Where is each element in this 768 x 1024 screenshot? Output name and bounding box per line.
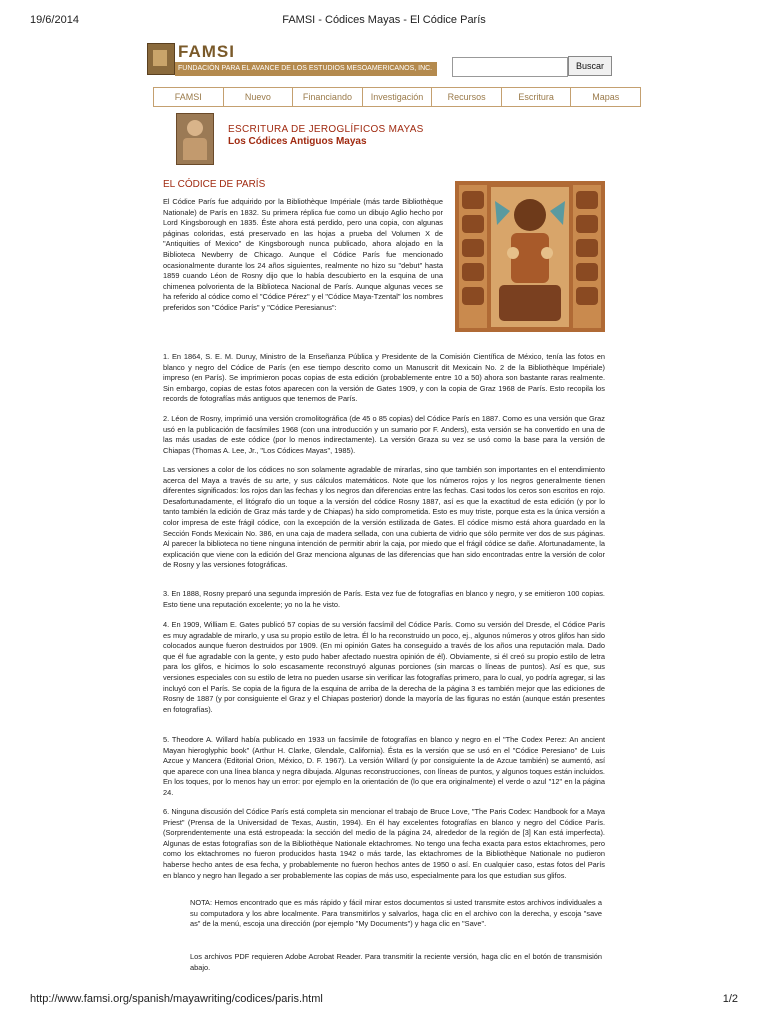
main-nav [153,87,641,107]
search-button[interactable]: Buscar [568,56,612,76]
print-page-title: FAMSI - Códices Mayas - El Códice París [282,14,486,26]
paragraph-4: 4. En 1909, William E. Gates publicó 57 copias de su versión facsímil del Códice París. Como su versión del Dresde, el Códice París es muy agradable de mirarlo, y usa su propio estilo de letra. Él lo ha reconstruido un poco, ej., algunos números y otros glifos han sido colocados aunque fueron destruidos por 1909. (En mi opinión Gates ha conseguido a través de los años una reputación mala. Dado que él fue agradable con la gente, y esto pudo haber afectado nuestra opinión de él). Obviamente, si él creó su propio estilo de letra para los glifos, e hicimos lo solo escasamente reconstruyó algunas porciones (sin marcas o líneas de puntos). Así es que, sus versiones especiales con su estilo de letra no pueden usarse sin verificar las fotografías primero, para lo cual, yo podría agregar, si las incluyó con el París. Se copia de la figura de la esquina de arriba de la derecha de la página 3 es también mejor que las ediciones de Rosny de 1887 (y por consiguiente el Graz y el Chiapas posterior) donde la mayoría de las figuras no están (aunque están presentes en fotografías). [163,620,605,714]
print-url: http://www.famsi.org/spanish/mayawriting/codices/paris.html [30,993,323,1005]
nav-item-escritura[interactable]: Escritura [502,88,572,106]
maya-figure-image [176,113,214,165]
section-subtitle[interactable]: Los Códices Antiguos Mayas [228,136,367,147]
paragraph-6: 6. Ninguna discusión del Códice París está completa sin mencionar el trabajo de Bruce Love, "The Paris Codex: Handbook for a Maya Priest" (Prensa de la Universidad de Texas, Austin, 1994). En él hay excelentes fotografías en blanco y negro del Códice París. (Sorprendentemente una está estropeada: la sección del medio de la página 24, alrededor de la región de [3] Kan está imperfecta). Algunas de estas fotografías son de la Bibliothèque Nationale ektachromes. No tengo una fecha exacta para estos ektachromes, pero como los ektachromes no fueron producidos hasta 1942 o más tarde, las ektachromes de la Bibliothèque Nationale no pudieron haberse hecho antes de esa fecha, y probablemente no fueron hechos antes de 1950 o así. En cualquier caso, estas fotos del París en blanco y negro han llegado a ser probablemente las copias de más uso, especialmente para los que estudian sus glifos. [163,807,605,880]
paragraph-2: 2. Léon de Rosny, imprimió una versión cromolitográfica (de 45 o 85 copias) del Códice París en 1887. Como es una versión que Graz usó en la publicación de facsímiles 1968 (con una introducción y un sumario por F. Anders), esta versión se ha convertido en una de las más usadas de este códice (por lo menos indirectamente). La versión Graza su vez se usó como la base para la versión de Chiapas (Thomas A. Lee, Jr., "Los Códices Mayas", 1985). [163,414,605,455]
nav-item-famsi[interactable]: FAMSI [154,88,224,106]
print-date: 19/6/2014 [30,14,79,26]
paragraph-5: 5. Theodore A. Willard había publicado en 1933 un facsímile de fotografías en blanco y negro en el "The Codex Perez: An ancient Mayan hieroglyphic book" (Arthur H. Clarke, Glendale, California). Ésta es la versión que se usó en el "Códice Peresiano" de Luis Azcue y Mancera (Editorial Orion, México, D. F. 1967). La versión Willard (y por consiguiente la de Azcue también) se aumentó, así que aparece con una línea blanca y negra dibujada. Algunas reconstrucciones, con líneas de puntos, y algunos toques están incluidos. En los toques, por lo menos hay un error: por ejemplo en la orientación de (lo que era originalmente) el verde o azul "12" en la página 24. [163,735,605,797]
pdf-note: Los archivos PDF requieren Adobe Acrobat Reader. Para transmitir la reciente versión, haga clic en el botón de transmisión abajo. [190,952,602,972]
section-title: ESCRITURA DE JEROGLÍFICOS MAYAS [228,124,424,135]
paris-codex-image [455,181,605,332]
nav-item-financiando[interactable]: Financiando [293,88,363,106]
article-intro: El Códice París fue adquirido por la Bibliothèque Impériale (más tarde Bibliothèque Nationale) de París en 1832. Su primera réplica fue como un dibujo Aglio hecho por Lord Kingsborough en 1835. Éste ahora está perdido, pero una copia, con algunas páginas coloridas, está preservado en las hojas a prueba del Volumen X de "Antiquities of Mexico" de Kingsborough nunca publicado, ahora alojado en la Biblioteca Newberry de Chicago. Aunque el Códice París fue mencionado ocasionalmente durante los 24 años siguientes, realmente no hizo su "debut" hasta 1859 cuando Léon de Rosny dijo que lo había descubierto en la esquina de una chimenea polvorienta de la Biblioteca Nacional de París. Aunque algunas veces se ha referido al códice como el "Códice Pérez" y el "Códice Maya-Tzental" los nombres preferidos son "Códice París" y "Códice Peresianus": [163,197,443,312]
article-heading: EL CÓDICE DE PARÍS [163,179,266,190]
nav-item-recursos[interactable]: Recursos [432,88,502,106]
nav-item-investigacion[interactable]: Investigación [363,88,433,106]
famsi-logo-word: FAMSI [178,42,235,61]
banner-tagline: FUNDACIÓN PARA EL AVANCE DE LOS ESTUDIOS MESOAMERICANOS, INC. [178,65,433,72]
famsi-banner[interactable] [145,40,435,84]
print-page-number: 1/2 [722,993,738,1005]
download-note: NOTA: Hemos encontrado que es más rápido y fácil mirar estos documentos si usted transmite estos archivos individuales a su computadora y los abre localmente. Para transmitirlos y salvarlos, haga clic en el archivo con la derecha, y escoja "save as" de la menú, escoja una dirección (por ejemplo "My Documents") y haga clic en "Save". [190,898,602,929]
nav-item-mapas[interactable]: Mapas [592,92,620,102]
print-footer [30,993,738,1007]
search-input[interactable] [452,57,568,77]
paragraph-1: 1. En 1864, S. E. M. Duruy, Ministro de la Enseñanza Pública y Presidente de la Comisión Científica de México, tenía las fotos en blanco y negro del Códice de París (en ese tiempo descrito como un Manuscrit dit Mexicain No. 2 de la Bibliothèque Impériale) impreso (en París). Se imprimieron pocas copias de esta edición (probablemente entre 10 a 50) ahora son bastante raras realmente. Sin embargo, copias de estas fotos aparecen con la versión de Gates 1909, y con la copia de Graz 1968 de París. Esto recopila los records de fotografías más antiguos que tenemos de París. [163,352,605,404]
paragraph-color-versions: Las versiones a color de los códices no son solamente agradable de mirarlas, sino que también son importantes en el entendimiento acerca del Maya a través de su arte, y sus cálculos matemáticos. Note que los números rojos y los negros generalmente tienen diferentes significados: los rojos dan las fechas y los negros dan diferencias entre las fechas. Casi todos los ceros son escritos en rojo. Desafortunadamente, el litógrafo dio un toque a la versión del códice Rosny 1887, así es que la exactitud de esta edición (y por lo tanto también la edición de Graz más tarde y de Chiapas) ha sido comprometida. Esto es muy triste, porque esta es la única versión a color impresa de este frágil códice, con la excepción de la versión estilizada de Gates. El códice mismo está ahora guardado en la Sección Fonds Mexicain No. 386, en una caja de madera sellada, con una cubierta de vidrio que sólo permite ver dos de sus páginas. Al parecer la biblioteca no tiene ninguna intención de permitir abrir la caja, por miedo que el frágil códice se dañe. Afortunadamente, la explicación que viene con la edición del Graz menciona algunas de las diferencias que han sido encontradas entre la versión de color de Rosny y las versiones fotográficas. [163,465,605,570]
paragraph-3: 3. En 1888, Rosny preparó una segunda impresión de París. Esta vez fue de fotografías en blanco y negro, y se emitieron 100 copias. Esto tiene una reputación excelente; yo no la he visto. [163,589,605,609]
famsi-logo-icon [147,43,175,75]
nav-item-nuevo[interactable]: Nuevo [224,88,294,106]
print-header [30,14,738,28]
